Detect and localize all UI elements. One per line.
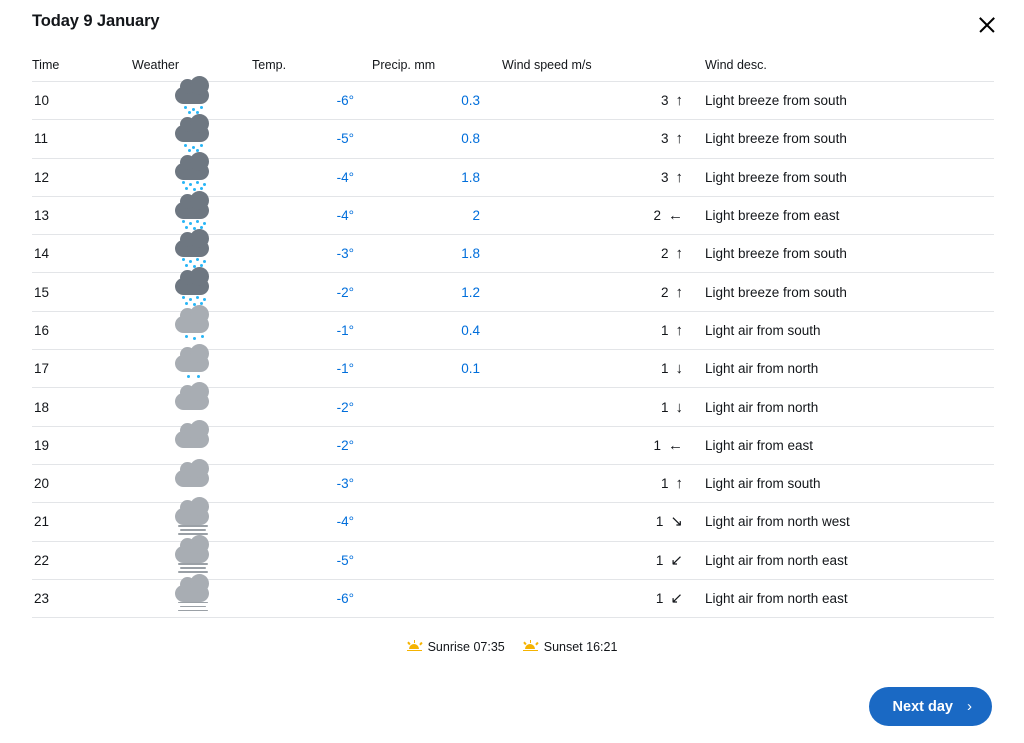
table-row (32, 426, 994, 464)
sun-times (0, 640, 1024, 654)
weather-icon-sleet-shower (168, 85, 216, 117)
wind-speed-value: 2 (653, 208, 661, 224)
column-header-weather: Weather (132, 58, 252, 82)
cell-time: 14 (32, 235, 132, 273)
table-row (32, 158, 994, 196)
wind-direction-arrow-icon: ↑ (675, 321, 683, 339)
table-row (32, 464, 994, 502)
cell-wind-desc: Light breeze from east (687, 196, 994, 234)
table-row (32, 579, 994, 617)
weather-icon-sleet (168, 200, 216, 232)
cell-precip (372, 503, 502, 541)
cell-wind-desc: Light air from north (687, 350, 994, 388)
close-icon[interactable] (972, 10, 1002, 40)
cell-wind-speed (502, 388, 687, 426)
table-header-row (32, 58, 994, 82)
wind-speed-value: 3 (660, 93, 669, 109)
table-row (32, 82, 994, 120)
sunrise-icon (407, 640, 422, 654)
cell-wind-speed (502, 196, 687, 234)
cell-wind-speed (502, 541, 687, 579)
sunset-icon (523, 640, 538, 654)
cell-wind-speed (502, 579, 687, 617)
cell-wind-desc: Light air from east (687, 426, 994, 464)
cell-precip (372, 426, 502, 464)
cell-precip: 0.3 (372, 82, 502, 120)
cell-temp: -5° (252, 120, 372, 158)
weather-icon-sleet-shower (168, 123, 216, 155)
page-title: Today 9 January (32, 12, 160, 30)
wind-speed-value: 1 (655, 552, 664, 568)
table-head (32, 58, 994, 82)
cell-time: 20 (32, 464, 132, 502)
column-header-wind-speed: Wind speed m/s (502, 58, 687, 82)
cell-temp: -6° (252, 579, 372, 617)
cell-temp: -1° (252, 350, 372, 388)
table-row (32, 311, 994, 349)
weather-icon-sleet (168, 238, 216, 270)
cell-weather (132, 120, 252, 158)
cell-temp: -3° (252, 235, 372, 273)
cell-wind-desc: Light breeze from south (687, 82, 994, 120)
cell-temp: -4° (252, 158, 372, 196)
cell-wind-desc: Light air from north east (687, 579, 994, 617)
cell-temp: -6° (252, 82, 372, 120)
cell-precip: 1.2 (372, 273, 502, 311)
cell-time: 13 (32, 196, 132, 234)
cell-wind-desc: Light breeze from south (687, 158, 994, 196)
cell-temp: -2° (252, 388, 372, 426)
wind-direction-arrow-icon: ↙ (670, 590, 683, 607)
cell-temp: -2° (252, 273, 372, 311)
table-row (32, 541, 994, 579)
cell-wind-speed (502, 82, 687, 120)
weather-icon-sleet (168, 161, 216, 193)
cell-precip: 0.1 (372, 350, 502, 388)
cell-precip (372, 579, 502, 617)
table-row (32, 350, 994, 388)
cell-time: 23 (32, 579, 132, 617)
sunrise-label: Sunrise 07:35 (427, 640, 505, 655)
cell-temp: -4° (252, 503, 372, 541)
table-body (32, 82, 994, 618)
weather-icon-fog (168, 506, 216, 538)
cell-weather (132, 158, 252, 196)
sunrise-item (407, 640, 505, 654)
wind-direction-arrow-icon: ← (668, 436, 683, 454)
weather-icon-cloudy (168, 391, 216, 423)
cell-wind-speed (502, 426, 687, 464)
cell-wind-desc: Light air from north west (687, 503, 994, 541)
wind-speed-value: 1 (653, 437, 661, 453)
cell-weather (132, 273, 252, 311)
cell-time: 22 (32, 541, 132, 579)
cell-weather (132, 579, 252, 617)
table-row (32, 235, 994, 273)
cell-wind-desc: Light air from north east (687, 541, 994, 579)
cell-wind-desc: Light breeze from south (687, 273, 994, 311)
wind-speed-value: 1 (660, 361, 669, 377)
cell-weather (132, 350, 252, 388)
wind-speed-value: 1 (655, 591, 664, 606)
wind-direction-arrow-icon: ↙ (670, 551, 683, 569)
cell-wind-speed (502, 311, 687, 349)
weather-icon-cloudy (168, 429, 216, 461)
sunset-item (523, 640, 618, 654)
next-day-button[interactable] (869, 687, 992, 726)
cell-weather (132, 82, 252, 120)
cell-weather (132, 311, 252, 349)
chevron-right-icon: › (967, 698, 972, 715)
cell-time: 18 (32, 388, 132, 426)
column-header-temp: Temp. (252, 58, 372, 82)
wind-direction-arrow-icon: ↑ (675, 283, 683, 301)
cell-wind-desc: Light air from south (687, 464, 994, 502)
wind-direction-arrow-icon: ↓ (675, 360, 683, 378)
table-row (32, 388, 994, 426)
cell-wind-speed (502, 273, 687, 311)
cell-precip: 1.8 (372, 158, 502, 196)
wind-speed-value: 1 (660, 399, 669, 415)
cell-temp: -1° (252, 311, 372, 349)
wind-speed-value: 1 (655, 514, 664, 530)
cell-time: 10 (32, 82, 132, 120)
cell-time: 16 (32, 311, 132, 349)
cell-time: 21 (32, 503, 132, 541)
wind-direction-arrow-icon: ↘ (670, 513, 683, 531)
cell-temp: -2° (252, 426, 372, 464)
next-day-label: Next day (892, 698, 953, 715)
wind-direction-arrow-icon: ↑ (675, 168, 683, 186)
wind-speed-value: 2 (660, 284, 669, 300)
cell-time: 12 (32, 158, 132, 196)
cell-wind-desc: Light air from north (687, 388, 994, 426)
wind-speed-value: 1 (660, 476, 669, 492)
weather-icon-light-sleet (168, 314, 216, 346)
weather-icon-light-sleet-few (168, 353, 216, 385)
cell-precip (372, 388, 502, 426)
cell-weather (132, 388, 252, 426)
wind-speed-value: 3 (660, 131, 669, 147)
panel-header (0, 0, 1024, 40)
cell-time: 19 (32, 426, 132, 464)
wind-speed-value: 2 (660, 246, 669, 262)
cell-precip: 0.4 (372, 311, 502, 349)
weather-icon-sleet (168, 276, 216, 308)
cell-precip (372, 541, 502, 579)
cell-weather (132, 464, 252, 502)
weather-icon-fog (168, 544, 216, 576)
weather-icon-fog (168, 583, 216, 615)
cell-time: 17 (32, 350, 132, 388)
wind-speed-value: 1 (660, 322, 669, 338)
wind-direction-arrow-icon: ↑ (675, 130, 683, 148)
cell-temp: -4° (252, 196, 372, 234)
cell-wind-speed (502, 350, 687, 388)
wind-direction-arrow-icon: ← (668, 207, 683, 225)
table-row (32, 196, 994, 234)
cell-weather (132, 541, 252, 579)
cell-weather (132, 196, 252, 234)
cell-wind-desc: Light air from south (687, 311, 994, 349)
wind-direction-arrow-icon: ↓ (675, 398, 683, 416)
cell-precip: 2 (372, 196, 502, 234)
column-header-time: Time (32, 58, 132, 82)
cell-wind-speed (502, 464, 687, 502)
cell-wind-desc: Light breeze from south (687, 235, 994, 273)
cell-wind-speed (502, 503, 687, 541)
cell-precip: 0.8 (372, 120, 502, 158)
weather-icon-cloudy (168, 468, 216, 500)
cell-wind-speed (502, 120, 687, 158)
cell-wind-desc: Light breeze from south (687, 120, 994, 158)
wind-direction-arrow-icon: ↑ (675, 245, 683, 263)
wind-direction-arrow-icon: ↑ (675, 92, 683, 110)
cell-weather (132, 235, 252, 273)
wind-speed-value: 3 (660, 169, 669, 185)
table-row (32, 273, 994, 311)
panel-footer (869, 687, 992, 726)
wind-direction-arrow-icon: ↑ (675, 475, 683, 493)
cell-precip: 1.8 (372, 235, 502, 273)
cell-temp: -3° (252, 464, 372, 502)
cell-weather (132, 426, 252, 464)
cell-temp: -5° (252, 541, 372, 579)
cell-time: 11 (32, 120, 132, 158)
table-row (32, 503, 994, 541)
table-row (32, 120, 994, 158)
cell-weather (132, 503, 252, 541)
column-header-precip: Precip. mm (372, 58, 502, 82)
column-header-wind-desc: Wind desc. (687, 58, 994, 82)
cell-precip (372, 464, 502, 502)
cell-time: 15 (32, 273, 132, 311)
hourly-forecast-table (32, 58, 994, 618)
cell-wind-speed (502, 158, 687, 196)
cell-wind-speed (502, 235, 687, 273)
sunset-label: Sunset 16:21 (543, 640, 618, 655)
